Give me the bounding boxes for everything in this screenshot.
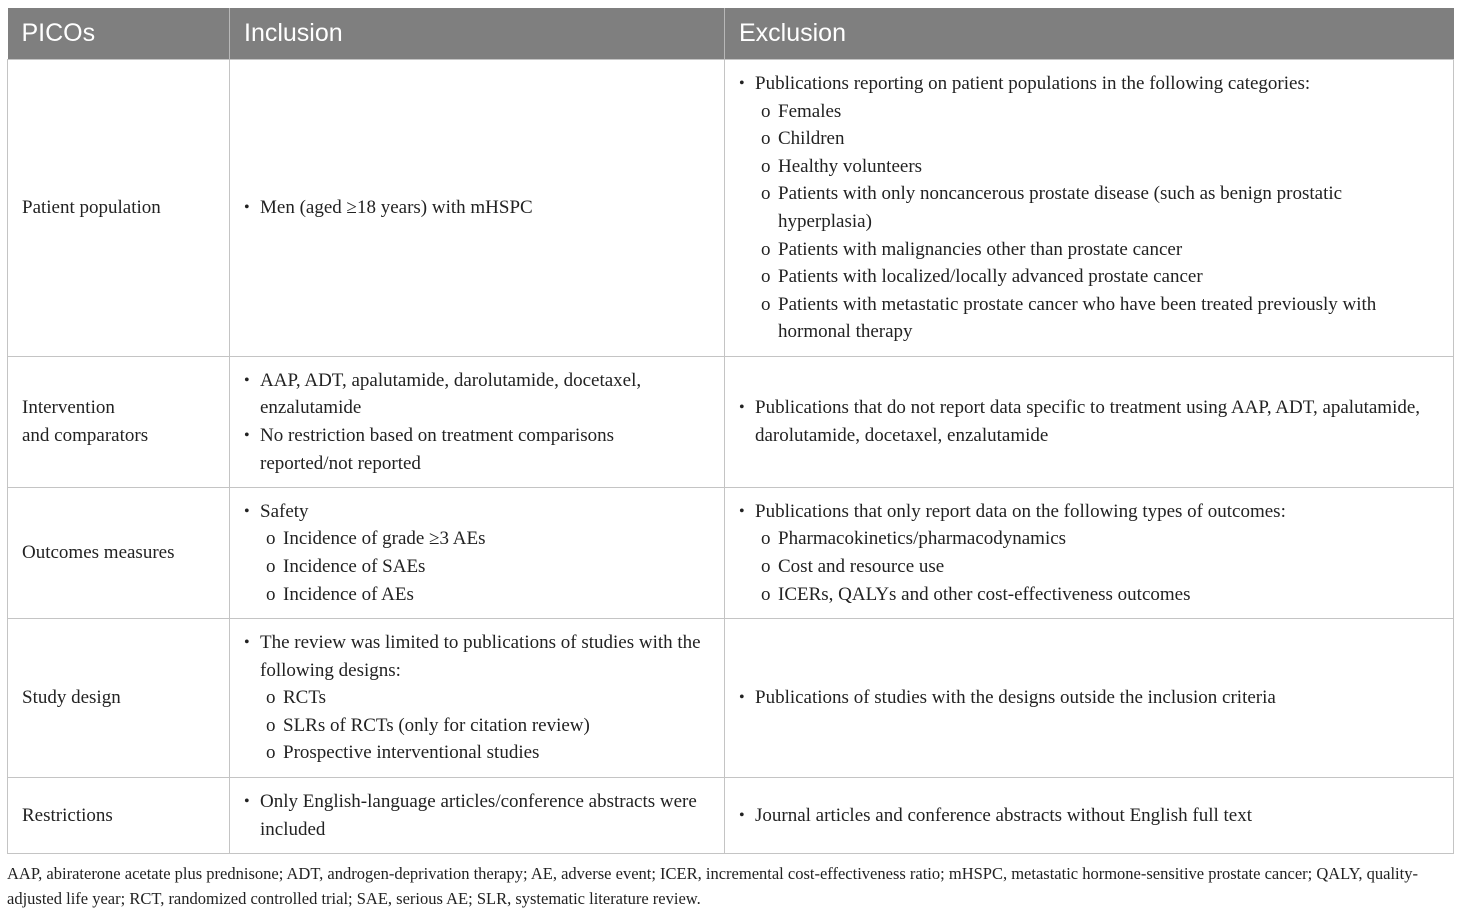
- sub-item: o Patients with malignancies other than prostate cancer: [761, 236, 1439, 264]
- sub-item: o Cost and resource use: [761, 553, 1439, 581]
- bullet-list: [244, 498, 710, 608]
- bullet-list: [244, 629, 710, 767]
- table-row: [8, 619, 1454, 778]
- inclusion-cell: [230, 778, 725, 854]
- table-row: [8, 778, 1454, 854]
- bullet-text: Journal articles and conference abstracts without English full text: [755, 804, 1253, 826]
- bullet-text: The review was limited to publications of studies with the following designs:: [260, 632, 701, 681]
- row-label: Study design: [8, 619, 230, 778]
- sub-item: o Prospective interventional studies: [266, 739, 710, 767]
- bullet-text: Publications that only report data on the following types of outcomes:: [755, 500, 1286, 522]
- bullet-list: [739, 70, 1439, 346]
- bullet-item: [739, 498, 1439, 608]
- sub-item: o Patients with metastatic prostate cancer who have been treated previously with hormonal therapy: [761, 291, 1439, 346]
- sub-item: o Patients with localized/locally advanced prostate cancer: [761, 263, 1439, 291]
- bullet-item: [244, 194, 710, 222]
- exclusion-cell: [725, 357, 1454, 488]
- row-label: Intervention and comparators: [8, 357, 230, 488]
- inclusion-cell: [230, 357, 725, 488]
- bullet-text: Safety: [260, 500, 309, 522]
- sub-item: o Incidence of SAEs: [266, 553, 710, 581]
- sub-item: o Pharmacokinetics/pharmacodynamics: [761, 525, 1439, 553]
- sub-item: o RCTs: [266, 684, 710, 712]
- sub-list: [260, 525, 710, 608]
- table-row: [8, 357, 1454, 488]
- bullet-text: Men (aged ≥18 years) with mHSPC: [260, 197, 533, 219]
- sub-list: [755, 525, 1439, 608]
- bullet-item: [739, 70, 1439, 346]
- sub-item: o Incidence of AEs: [266, 581, 710, 609]
- table-row: [8, 60, 1454, 357]
- exclusion-cell: [725, 60, 1454, 357]
- table-row: [8, 488, 1454, 619]
- sub-item: o ICERs, QALYs and other cost-effectiveness outcomes: [761, 581, 1439, 609]
- bullet-list: [739, 394, 1439, 449]
- sub-item: o Children: [761, 125, 1439, 153]
- row-label: Restrictions: [8, 778, 230, 854]
- bullet-list: [244, 367, 710, 477]
- footnote: AAP, abiraterone acetate plus prednisone; ADT, androgen-deprivation therapy; AE, adverse event; ICER, incremental cost-effectiveness ratio; mHSPC, metastatic hormone-sensitive prostate cancer; QALY, quality-adjusted life year; RCT, randomized controlled trial; SAE, serious AE; SLR, systematic literature review.: [7, 864, 1418, 908]
- bullet-item: [244, 788, 710, 843]
- bullet-text: Only English-language articles/conference abstracts were included: [260, 790, 697, 840]
- bullet-item: [244, 498, 710, 608]
- header-exclusion: Exclusion: [725, 8, 1454, 60]
- bullet-text: Publications of studies with the designs outside the inclusion criteria: [755, 687, 1276, 709]
- exclusion-cell: [725, 778, 1454, 854]
- bullet-item: [244, 629, 710, 767]
- exclusion-cell: [725, 488, 1454, 619]
- bullet-list: [739, 498, 1439, 608]
- bullet-text: AAP, ADT, apalutamide, darolutamide, docetaxel, enzalutamide: [260, 369, 642, 419]
- bullet-item: [739, 394, 1439, 449]
- bullet-item: [739, 684, 1439, 712]
- inclusion-cell: [230, 619, 725, 778]
- bullet-list: [739, 684, 1439, 712]
- bullet-text: No restriction based on treatment comparisons reported/not reported: [260, 425, 615, 474]
- bullet-text: Publications reporting on patient populations in the following categories:: [755, 73, 1311, 95]
- sub-item: o Females: [761, 98, 1439, 126]
- inclusion-cell: [230, 60, 725, 357]
- sub-item: o SLRs of RCTs (only for citation review): [266, 712, 710, 740]
- header-row: [8, 8, 1454, 60]
- bullet-text: Publications that do not report data specific to treatment using AAP, ADT, apalutamide, darolutamide, docetaxel, enzalutamide: [755, 397, 1421, 446]
- picos-table-container: [7, 8, 1453, 854]
- header-inclusion: Inclusion: [230, 8, 725, 60]
- sub-list: [260, 684, 710, 767]
- picos-table: [7, 8, 1454, 854]
- inclusion-cell: [230, 488, 725, 619]
- bullet-item: [739, 802, 1439, 830]
- bullet-list: [244, 788, 710, 843]
- header-picos: PICOs: [8, 8, 230, 60]
- bullet-item: [244, 367, 710, 422]
- sub-item: o Incidence of grade ≥3 AEs: [266, 525, 710, 553]
- row-label: Outcomes measures: [8, 488, 230, 619]
- bullet-list: [244, 194, 710, 222]
- sub-item: o Healthy volunteers: [761, 153, 1439, 181]
- exclusion-cell: [725, 619, 1454, 778]
- sub-list: [755, 98, 1439, 346]
- sub-item: o Patients with only noncancerous prostate disease (such as benign prostatic hyperplasia): [761, 180, 1439, 235]
- bullet-item: [244, 422, 710, 477]
- bullet-list: [739, 802, 1439, 830]
- row-label: Patient population: [8, 60, 230, 357]
